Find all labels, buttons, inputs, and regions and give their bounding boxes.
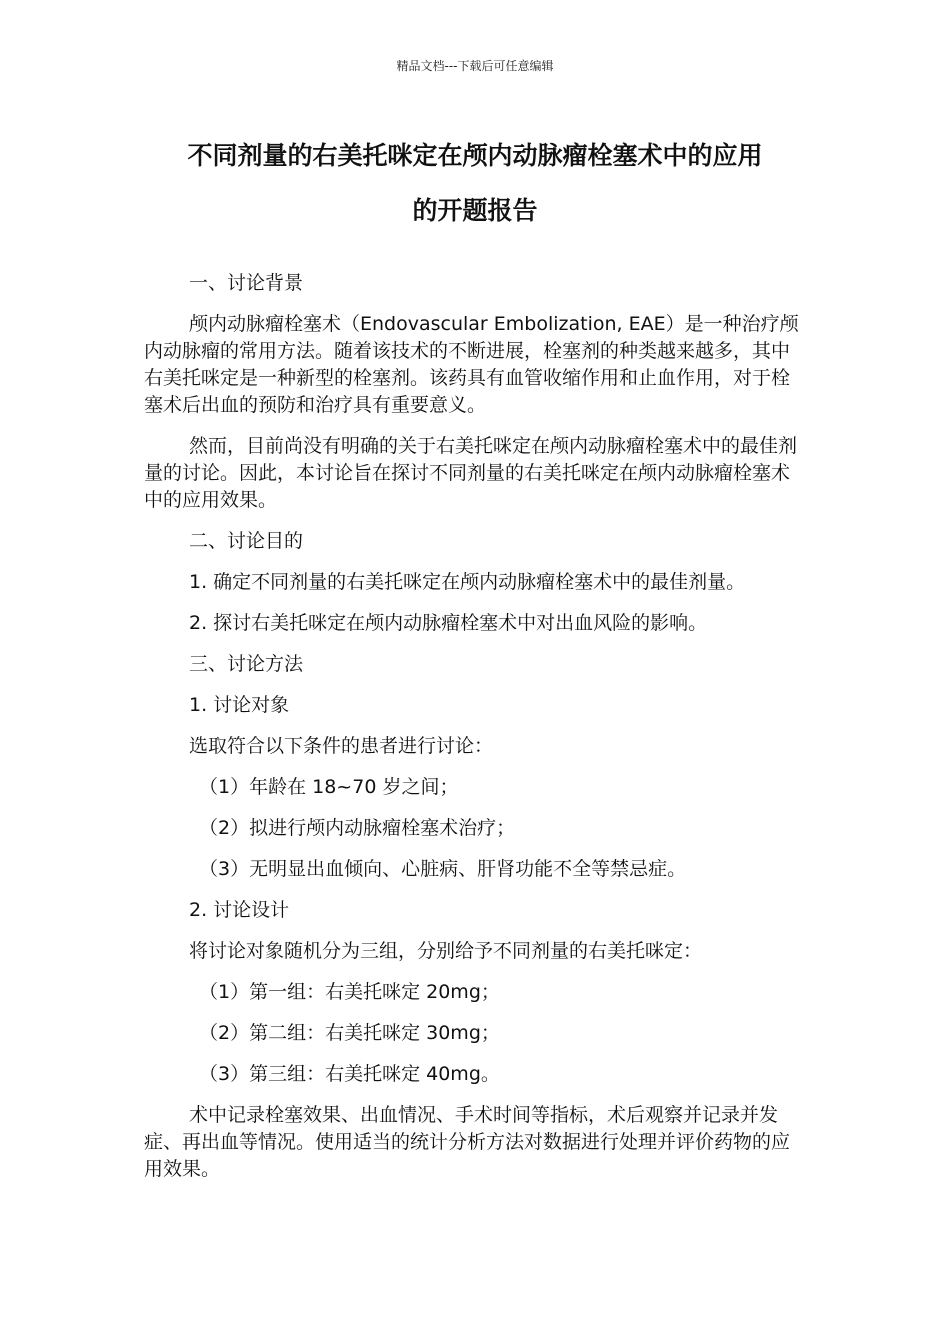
background-paragraph-2: 然而，目前尚没有明确的关于右美托咪定在颅内动脉瘤栓塞术中的最佳剂量的讨论。因此，本讨论旨在探讨不同剂量的右美托咪定在颅内动脉瘤栓塞术中的应用效果。 [144, 435, 798, 511]
design-group-3: （3）第三组：右美托咪定 40mg。 [199, 1063, 500, 1085]
design-group-1: （1）第一组：右美托咪定 20mg； [199, 981, 500, 1003]
design-group-2: （2）第二组：右美托咪定 30mg； [199, 1022, 500, 1044]
subjects-criterion-2: （2）拟进行颅内动脉瘤栓塞术治疗； [199, 817, 516, 839]
subjects-criterion-1: （1）年龄在 18~70 岁之间； [199, 776, 459, 798]
header-note: 精品文档---下载后可任意编辑 [396, 59, 554, 73]
background-paragraph-1: 颅内动脉瘤栓塞术（Endovascular Embolization, EAE）是一种治疗颅内动脉瘤的常用方法。随着该技术的不断进展，栓塞剂的种类越来越多，其中右美托咪定是一种新型的栓塞剂。该药具有血管收缩作用和止血作用，对于栓塞术后出血的预防和治疗具有重要意义。 [144, 313, 799, 416]
section-heading-methods: 三、讨论方法 [189, 653, 304, 675]
objective-item-2: 2. 探讨右美托咪定在颅内动脉瘤栓塞术中对出血风险的影响。 [189, 612, 708, 634]
section-heading-objectives: 二、讨论目的 [189, 530, 304, 552]
document-title-line-2: 的开题报告 [412, 196, 538, 225]
document-title-line-1: 不同剂量的右美托咪定在颅内动脉瘤栓塞术中的应用 [187, 141, 763, 170]
design-paragraph: 术中记录栓塞效果、出血情况、手术时间等指标，术后观察并记录并发症、再出血等情况。使用适当的统计分析方法对数据进行处理并评价药物的应用效果。 [144, 1104, 791, 1180]
section-heading-background: 一、讨论背景 [189, 272, 304, 294]
objective-item-1: 1. 确定不同剂量的右美托咪定在颅内动脉瘤栓塞术中的最佳剂量。 [189, 571, 746, 593]
methods-subheading-design: 2. 讨论设计 [189, 899, 290, 921]
document-body [144, 270, 804, 1197]
design-intro: 将讨论对象随机分为三组，分别给予不同剂量的右美托咪定： [189, 940, 703, 962]
methods-subheading-subjects: 1. 讨论对象 [189, 694, 290, 716]
subjects-intro: 选取符合以下条件的患者进行讨论： [189, 735, 494, 757]
subjects-criterion-3: （3）无明显出血倾向、心脏病、肝肾功能不全等禁忌症。 [199, 858, 687, 880]
